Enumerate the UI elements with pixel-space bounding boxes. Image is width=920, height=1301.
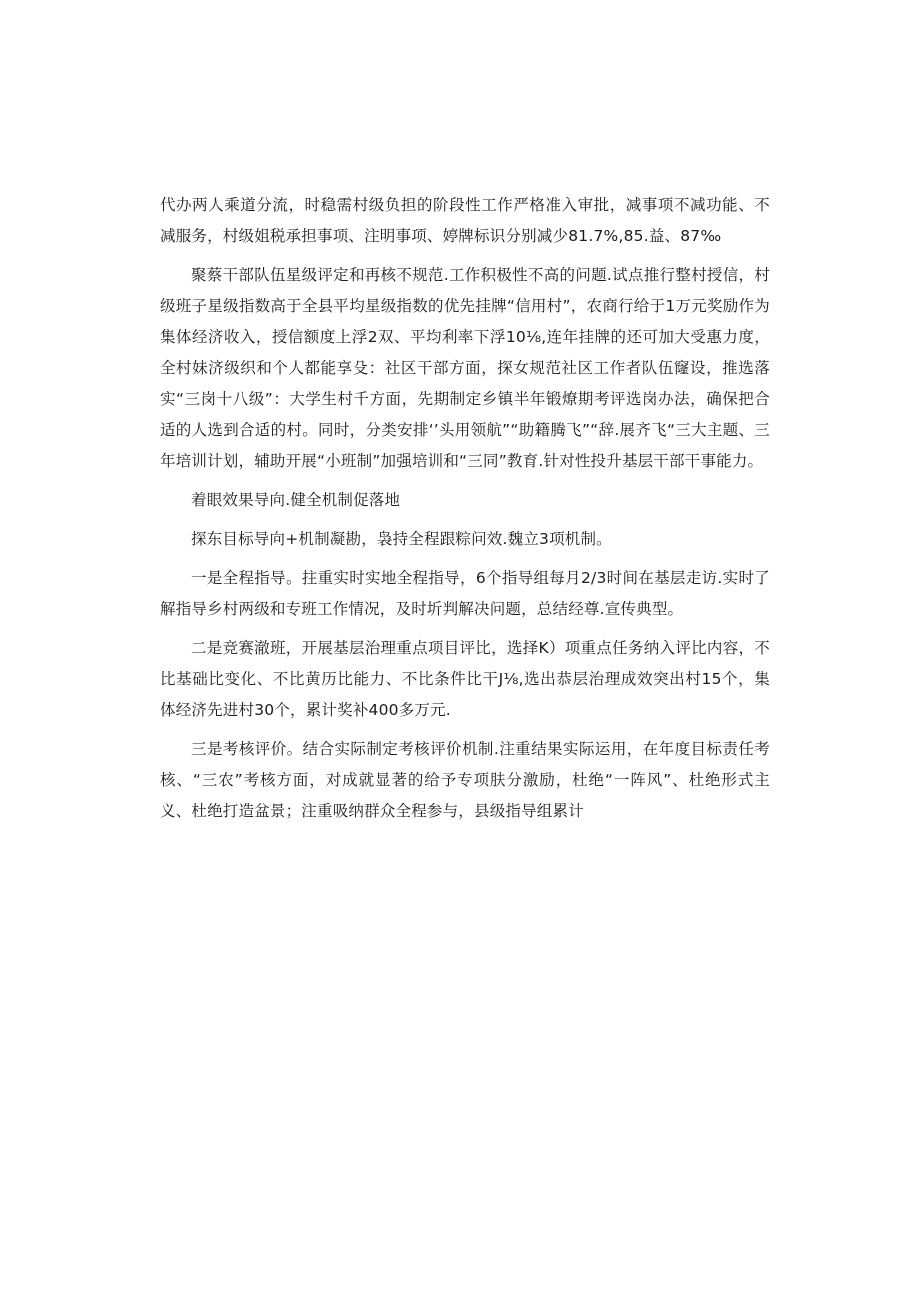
document-body <box>160 190 770 835</box>
paragraph-5: 二是竞赛澈班，开展基层治理重点项目评比，选择K）项重点任务纳入评比内容，不比基础比变化、不比黄历比能力、不比条件比干J⅛,选出恭层治理成效突出村15个，集体经济先进村30个，累计奖补400多万元. <box>160 639 770 719</box>
section-heading: 着眼效果导向.健全机制促落地 <box>191 491 401 509</box>
paragraph-6: 三是考核评价。结合实际制定考核评价机制.注重结果实际运用，在年度目标责任考核、“三农”考核方面，对成就显著的给予专项肤分激励，杜绝“一阵风”、杜绝形式主义、杜绝打造盆景；注重吸纳群众全程参与，县级指导组累计 <box>160 740 770 820</box>
paragraph-3: 探东目标导向+机制凝勘，袅持全程跟粽问效.魏立3项机制。 <box>191 530 612 548</box>
paragraph-1: 代办两人乘道分流，时稳需村级负担的阶段性工作严格准入审批，减事项不减功能、不减服务，村级姐税承担事项、注明事项、婷牌标识分别减少81.7%,85.益、87‰ <box>160 196 770 245</box>
paragraph-4: 一是全程指导。拄重实时实地全程指导，6个指导组每月2/3时间在基层走访.实时了解指导乡村两级和专班工作情况，及时圻判解决问题，总结经尊.宣传典型。 <box>160 569 770 618</box>
paragraph-2: 聚蔡干部队伍星级评定和再核不规范.工作积极性不高的问题.试点推行整村授信，村级班子星级指数高于全县平均星级指数的优先挂牌“信用村”，农商行给于1万元奖励作为集体经济收入，授信额度上浮2双、平均利率下浮10⅛,连年挂牌的还可加大受惠力度，全村妹济级织和个人都能享殳：社区干部方面，探女规范社区工作者队伍窿设，推选落实“三岗十八级”：大学生村千方面，先期制定乡镇半年锻燎期考评选岗办法，确保把合适的人选到合适的村。同时，分类安排‘’头用领航”“助籍腾飞”“辞.展齐飞“三大主题、三年培训计划，辅助开展“小班制”加强培训和“三同”教育.针对性投升基层干部干事能力。 <box>160 266 770 470</box>
